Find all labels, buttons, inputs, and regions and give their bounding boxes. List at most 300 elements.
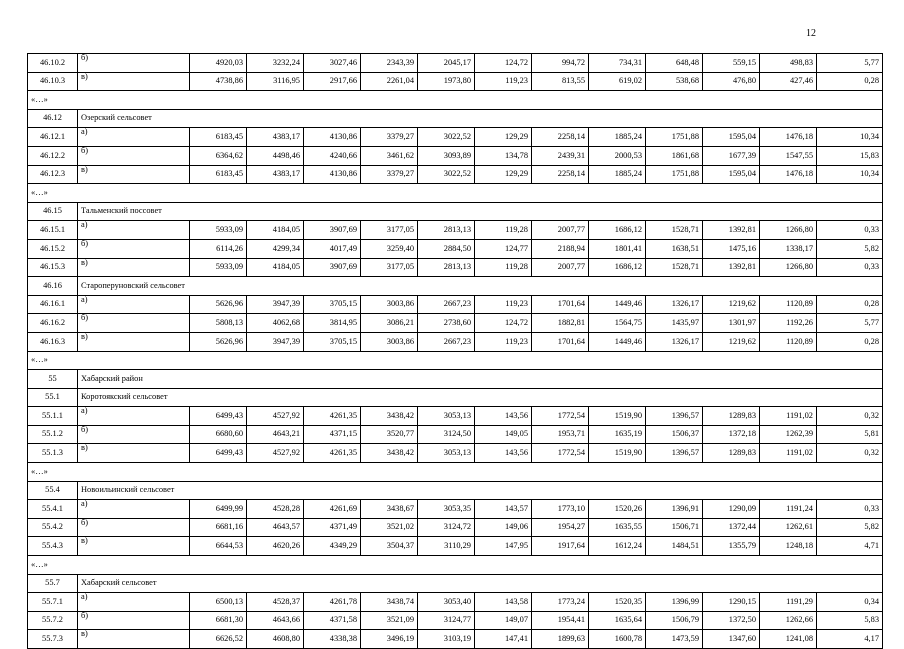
value-cell: 1473,59: [646, 630, 703, 649]
value-cell: 3907,69: [304, 258, 361, 277]
section-row: [28, 574, 883, 593]
section-name: Хабарский район: [78, 370, 883, 389]
value-cell: 3003,86: [361, 332, 418, 351]
value-cell: 1266,80: [760, 221, 817, 240]
value-cell: 143,57: [475, 500, 532, 519]
section-name: Староперуновский сельсовет: [78, 277, 883, 296]
value-cell: 1954,27: [532, 518, 589, 537]
value-cell: 3124,72: [418, 518, 475, 537]
value-cell: 1564,75: [589, 314, 646, 333]
value-cell: 124,72: [475, 314, 532, 333]
row-code: 46.16.2: [28, 314, 78, 333]
row-subitem: в): [78, 165, 190, 184]
value-cell: 476,80: [703, 72, 760, 91]
page-number: 12: [806, 28, 816, 39]
value-cell: 0,28: [817, 295, 883, 314]
value-cell: 2007,77: [532, 258, 589, 277]
value-cell: 4920,03: [190, 54, 247, 73]
value-cell: 2258,14: [532, 128, 589, 147]
value-cell: 1338,17: [760, 239, 817, 258]
value-cell: 6183,45: [190, 128, 247, 147]
value-cell: 1191,02: [760, 407, 817, 426]
value-cell: 5,82: [817, 239, 883, 258]
value-cell: 4261,35: [304, 407, 361, 426]
ellipsis-row: [28, 556, 883, 575]
value-cell: 1396,91: [646, 500, 703, 519]
value-cell: 119,23: [475, 295, 532, 314]
row-code: 55.7.2: [28, 611, 78, 630]
value-cell: 3086,21: [361, 314, 418, 333]
value-cell: 2813,13: [418, 258, 475, 277]
value-cell: 5,77: [817, 314, 883, 333]
value-cell: 3177,05: [361, 258, 418, 277]
value-cell: 149,06: [475, 518, 532, 537]
value-cell: 1192,26: [760, 314, 817, 333]
table-row: [28, 295, 883, 314]
value-cell: 3110,29: [418, 537, 475, 556]
value-cell: 6183,45: [190, 165, 247, 184]
row-subitem: в): [78, 332, 190, 351]
row-code: 55.1.3: [28, 444, 78, 463]
table-row: [28, 593, 883, 612]
value-cell: 1191,02: [760, 444, 817, 463]
value-cell: 119,23: [475, 332, 532, 351]
value-cell: 4261,78: [304, 593, 361, 612]
value-cell: 2188,94: [532, 239, 589, 258]
value-cell: 1595,04: [703, 165, 760, 184]
value-cell: 1882,81: [532, 314, 589, 333]
table-row: [28, 500, 883, 519]
value-cell: 147,41: [475, 630, 532, 649]
value-cell: 4371,58: [304, 611, 361, 630]
value-cell: 1519,90: [589, 444, 646, 463]
value-cell: 1686,12: [589, 221, 646, 240]
table-row: [28, 611, 883, 630]
value-cell: 1476,18: [760, 165, 817, 184]
value-cell: 4184,05: [247, 258, 304, 277]
table-row: [28, 518, 883, 537]
section-name: Тальменский поссовет: [78, 202, 883, 221]
table-row: [28, 425, 883, 444]
value-cell: 2813,13: [418, 221, 475, 240]
value-cell: 3705,15: [304, 295, 361, 314]
value-cell: 2884,50: [418, 239, 475, 258]
value-cell: 1347,60: [703, 630, 760, 649]
row-code: 46.12.1: [28, 128, 78, 147]
table-row: [28, 444, 883, 463]
value-cell: 1262,66: [760, 611, 817, 630]
value-cell: 1635,64: [589, 611, 646, 630]
value-cell: 1528,71: [646, 221, 703, 240]
value-cell: 129,29: [475, 165, 532, 184]
value-cell: 143,56: [475, 444, 532, 463]
value-cell: 0,28: [817, 72, 883, 91]
value-cell: 129,29: [475, 128, 532, 147]
ellipsis-row: [28, 463, 883, 482]
table-row: [28, 221, 883, 240]
table-row: [28, 239, 883, 258]
row-subitem: б): [78, 425, 190, 444]
value-cell: 3438,67: [361, 500, 418, 519]
row-code: 46.10.2: [28, 54, 78, 73]
table-row: [28, 146, 883, 165]
tariff-table: [27, 53, 883, 649]
row-code: 46.16.1: [28, 295, 78, 314]
value-cell: 1392,81: [703, 258, 760, 277]
section-code: 55.7: [28, 574, 78, 593]
value-cell: 2738,60: [418, 314, 475, 333]
value-cell: 1547,55: [760, 146, 817, 165]
section-row: [28, 277, 883, 296]
value-cell: 648,48: [646, 54, 703, 73]
value-cell: 1595,04: [703, 128, 760, 147]
table-body: [28, 54, 883, 649]
value-cell: 3124,50: [418, 425, 475, 444]
value-cell: 4261,69: [304, 500, 361, 519]
table-row: [28, 72, 883, 91]
value-cell: 1635,19: [589, 425, 646, 444]
value-cell: 1241,08: [760, 630, 817, 649]
value-cell: 2258,14: [532, 165, 589, 184]
table-row: [28, 54, 883, 73]
value-cell: 1861,68: [646, 146, 703, 165]
value-cell: 1191,24: [760, 500, 817, 519]
value-cell: 4338,38: [304, 630, 361, 649]
value-cell: 1520,26: [589, 500, 646, 519]
value-cell: 3053,40: [418, 593, 475, 612]
value-cell: 4527,92: [247, 444, 304, 463]
section-row: [28, 388, 883, 407]
value-cell: 3438,42: [361, 444, 418, 463]
value-cell: 3259,40: [361, 239, 418, 258]
ellipsis-mark: «…»: [28, 184, 883, 203]
value-cell: 4371,15: [304, 425, 361, 444]
value-cell: 3496,19: [361, 630, 418, 649]
value-cell: 5933,09: [190, 221, 247, 240]
ellipsis-mark: «…»: [28, 351, 883, 370]
value-cell: 4383,17: [247, 128, 304, 147]
value-cell: 1355,79: [703, 537, 760, 556]
value-cell: 3907,69: [304, 221, 361, 240]
value-cell: 0,33: [817, 221, 883, 240]
value-cell: 1372,44: [703, 518, 760, 537]
value-cell: 0,34: [817, 593, 883, 612]
value-cell: 3022,52: [418, 165, 475, 184]
value-cell: 3438,42: [361, 407, 418, 426]
value-cell: 0,28: [817, 332, 883, 351]
row-code: 46.15.2: [28, 239, 78, 258]
value-cell: 1506,37: [646, 425, 703, 444]
row-code: 46.12.2: [28, 146, 78, 165]
row-code: 55.7.1: [28, 593, 78, 612]
value-cell: 1484,51: [646, 537, 703, 556]
value-cell: 2667,23: [418, 295, 475, 314]
value-cell: 1372,50: [703, 611, 760, 630]
value-cell: 119,28: [475, 258, 532, 277]
value-cell: 4620,26: [247, 537, 304, 556]
value-cell: 1520,35: [589, 593, 646, 612]
section-name: Озерский сельсовет: [78, 109, 883, 128]
row-subitem: а): [78, 407, 190, 426]
value-cell: 6500,13: [190, 593, 247, 612]
value-cell: 2439,31: [532, 146, 589, 165]
value-cell: 5808,13: [190, 314, 247, 333]
value-cell: 3947,39: [247, 295, 304, 314]
value-cell: 1677,39: [703, 146, 760, 165]
value-cell: 1954,41: [532, 611, 589, 630]
value-cell: 4371,49: [304, 518, 361, 537]
value-cell: 5626,96: [190, 332, 247, 351]
value-cell: 559,15: [703, 54, 760, 73]
value-cell: 1120,89: [760, 295, 817, 314]
row-subitem: а): [78, 295, 190, 314]
value-cell: 1219,62: [703, 332, 760, 351]
value-cell: 6680,60: [190, 425, 247, 444]
value-cell: 1751,88: [646, 165, 703, 184]
section-row: [28, 109, 883, 128]
value-cell: 1476,18: [760, 128, 817, 147]
value-cell: 994,72: [532, 54, 589, 73]
row-code: 46.10.3: [28, 72, 78, 91]
value-cell: 4240,66: [304, 146, 361, 165]
value-cell: 6364,62: [190, 146, 247, 165]
value-cell: 4527,92: [247, 407, 304, 426]
value-cell: 3379,27: [361, 165, 418, 184]
ellipsis-mark: «…»: [28, 556, 883, 575]
section-code: 46.15: [28, 202, 78, 221]
value-cell: 1449,46: [589, 332, 646, 351]
row-subitem: а): [78, 128, 190, 147]
value-cell: 3520,77: [361, 425, 418, 444]
table-row: [28, 332, 883, 351]
value-cell: 2667,23: [418, 332, 475, 351]
row-code: 55.4.2: [28, 518, 78, 537]
value-cell: 4738,86: [190, 72, 247, 91]
value-cell: 149,07: [475, 611, 532, 630]
value-cell: 4130,86: [304, 128, 361, 147]
value-cell: 10,34: [817, 165, 883, 184]
value-cell: 1953,71: [532, 425, 589, 444]
value-cell: 4383,17: [247, 165, 304, 184]
value-cell: 4643,66: [247, 611, 304, 630]
row-subitem: а): [78, 500, 190, 519]
value-cell: 119,28: [475, 221, 532, 240]
row-subitem: в): [78, 72, 190, 91]
value-cell: 2045,17: [418, 54, 475, 73]
value-cell: 4261,35: [304, 444, 361, 463]
value-cell: 6114,26: [190, 239, 247, 258]
value-cell: 1506,71: [646, 518, 703, 537]
value-cell: 6644,53: [190, 537, 247, 556]
value-cell: 5,83: [817, 611, 883, 630]
value-cell: 1528,71: [646, 258, 703, 277]
value-cell: 1701,64: [532, 295, 589, 314]
table-row: [28, 165, 883, 184]
value-cell: 3947,39: [247, 332, 304, 351]
value-cell: 2000,53: [589, 146, 646, 165]
row-subitem: б): [78, 54, 190, 73]
value-cell: 1435,97: [646, 314, 703, 333]
value-cell: 4528,28: [247, 500, 304, 519]
value-cell: 734,31: [589, 54, 646, 73]
value-cell: 1917,64: [532, 537, 589, 556]
value-cell: 3093,89: [418, 146, 475, 165]
value-cell: 1289,83: [703, 444, 760, 463]
row-code: 46.16.3: [28, 332, 78, 351]
value-cell: 2343,39: [361, 54, 418, 73]
value-cell: 1899,63: [532, 630, 589, 649]
value-cell: 6681,30: [190, 611, 247, 630]
section-name: Коротоякский сельсовет: [78, 388, 883, 407]
value-cell: 4498,46: [247, 146, 304, 165]
value-cell: 4349,29: [304, 537, 361, 556]
value-cell: 1773,24: [532, 593, 589, 612]
value-cell: 0,33: [817, 258, 883, 277]
value-cell: 1506,79: [646, 611, 703, 630]
value-cell: 1885,24: [589, 165, 646, 184]
value-cell: 813,55: [532, 72, 589, 91]
value-cell: 427,46: [760, 72, 817, 91]
value-cell: 1519,90: [589, 407, 646, 426]
value-cell: 1885,24: [589, 128, 646, 147]
row-subitem: а): [78, 593, 190, 612]
row-code: 46.15.3: [28, 258, 78, 277]
table-row: [28, 407, 883, 426]
section-code: 46.16: [28, 277, 78, 296]
ellipsis-mark: «…»: [28, 91, 883, 110]
value-cell: 4,17: [817, 630, 883, 649]
value-cell: 1396,99: [646, 593, 703, 612]
value-cell: 5,81: [817, 425, 883, 444]
value-cell: 1612,24: [589, 537, 646, 556]
value-cell: 3521,09: [361, 611, 418, 630]
row-code: 55.7.3: [28, 630, 78, 649]
row-code: 46.12.3: [28, 165, 78, 184]
value-cell: 134,78: [475, 146, 532, 165]
value-cell: 3379,27: [361, 128, 418, 147]
value-cell: 3814,95: [304, 314, 361, 333]
row-subitem: в): [78, 444, 190, 463]
value-cell: 1449,46: [589, 295, 646, 314]
section-row: [28, 370, 883, 389]
value-cell: 538,68: [646, 72, 703, 91]
value-cell: 3438,74: [361, 593, 418, 612]
value-cell: 3103,19: [418, 630, 475, 649]
table-row: [28, 314, 883, 333]
section-code: 55: [28, 370, 78, 389]
value-cell: 10,34: [817, 128, 883, 147]
value-cell: 3053,13: [418, 444, 475, 463]
value-cell: 149,05: [475, 425, 532, 444]
value-cell: 147,95: [475, 537, 532, 556]
value-cell: 5,82: [817, 518, 883, 537]
section-code: 55.1: [28, 388, 78, 407]
value-cell: 3232,24: [247, 54, 304, 73]
value-cell: 1326,17: [646, 295, 703, 314]
value-cell: 1475,16: [703, 239, 760, 258]
value-cell: 4062,68: [247, 314, 304, 333]
row-subitem: а): [78, 221, 190, 240]
row-subitem: б): [78, 611, 190, 630]
section-code: 46.12: [28, 109, 78, 128]
table-row: [28, 537, 883, 556]
ellipsis-mark: «…»: [28, 463, 883, 482]
row-code: 55.4.1: [28, 500, 78, 519]
value-cell: 1290,15: [703, 593, 760, 612]
value-cell: 0,32: [817, 444, 883, 463]
value-cell: 1772,54: [532, 444, 589, 463]
section-name: Хабарский сельсовет: [78, 574, 883, 593]
value-cell: 3027,46: [304, 54, 361, 73]
value-cell: 15,83: [817, 146, 883, 165]
value-cell: 124,72: [475, 54, 532, 73]
value-cell: 3705,15: [304, 332, 361, 351]
value-cell: 3053,35: [418, 500, 475, 519]
value-cell: 1248,18: [760, 537, 817, 556]
value-cell: 5626,96: [190, 295, 247, 314]
value-cell: 1396,57: [646, 407, 703, 426]
section-row: [28, 481, 883, 500]
value-cell: 143,58: [475, 593, 532, 612]
value-cell: 1973,80: [418, 72, 475, 91]
value-cell: 6499,43: [190, 407, 247, 426]
value-cell: 4184,05: [247, 221, 304, 240]
value-cell: 1396,57: [646, 444, 703, 463]
value-cell: 1638,51: [646, 239, 703, 258]
value-cell: 3003,86: [361, 295, 418, 314]
value-cell: 3022,52: [418, 128, 475, 147]
value-cell: 1635,55: [589, 518, 646, 537]
row-subitem: б): [78, 239, 190, 258]
value-cell: 4608,80: [247, 630, 304, 649]
table-row: [28, 258, 883, 277]
value-cell: 1751,88: [646, 128, 703, 147]
value-cell: 1301,97: [703, 314, 760, 333]
value-cell: 4017,49: [304, 239, 361, 258]
value-cell: 1773,10: [532, 500, 589, 519]
row-code: 55.1.1: [28, 407, 78, 426]
value-cell: 2917,66: [304, 72, 361, 91]
row-code: 55.4.3: [28, 537, 78, 556]
row-subitem: б): [78, 146, 190, 165]
value-cell: 5933,09: [190, 258, 247, 277]
value-cell: 2261,04: [361, 72, 418, 91]
value-cell: 1686,12: [589, 258, 646, 277]
ellipsis-row: [28, 351, 883, 370]
value-cell: 4643,21: [247, 425, 304, 444]
row-code: 46.15.1: [28, 221, 78, 240]
table-row: [28, 128, 883, 147]
value-cell: 1262,39: [760, 425, 817, 444]
value-cell: 4130,86: [304, 165, 361, 184]
row-subitem: б): [78, 518, 190, 537]
value-cell: 143,56: [475, 407, 532, 426]
value-cell: 3521,02: [361, 518, 418, 537]
value-cell: 3124,77: [418, 611, 475, 630]
value-cell: 4,71: [817, 537, 883, 556]
value-cell: 0,32: [817, 407, 883, 426]
row-subitem: в): [78, 630, 190, 649]
value-cell: 119,23: [475, 72, 532, 91]
value-cell: 3177,05: [361, 221, 418, 240]
value-cell: 1372,18: [703, 425, 760, 444]
value-cell: 3053,13: [418, 407, 475, 426]
table-row: [28, 630, 883, 649]
value-cell: 5,77: [817, 54, 883, 73]
value-cell: 1219,62: [703, 295, 760, 314]
value-cell: 6626,52: [190, 630, 247, 649]
value-cell: 1701,64: [532, 332, 589, 351]
